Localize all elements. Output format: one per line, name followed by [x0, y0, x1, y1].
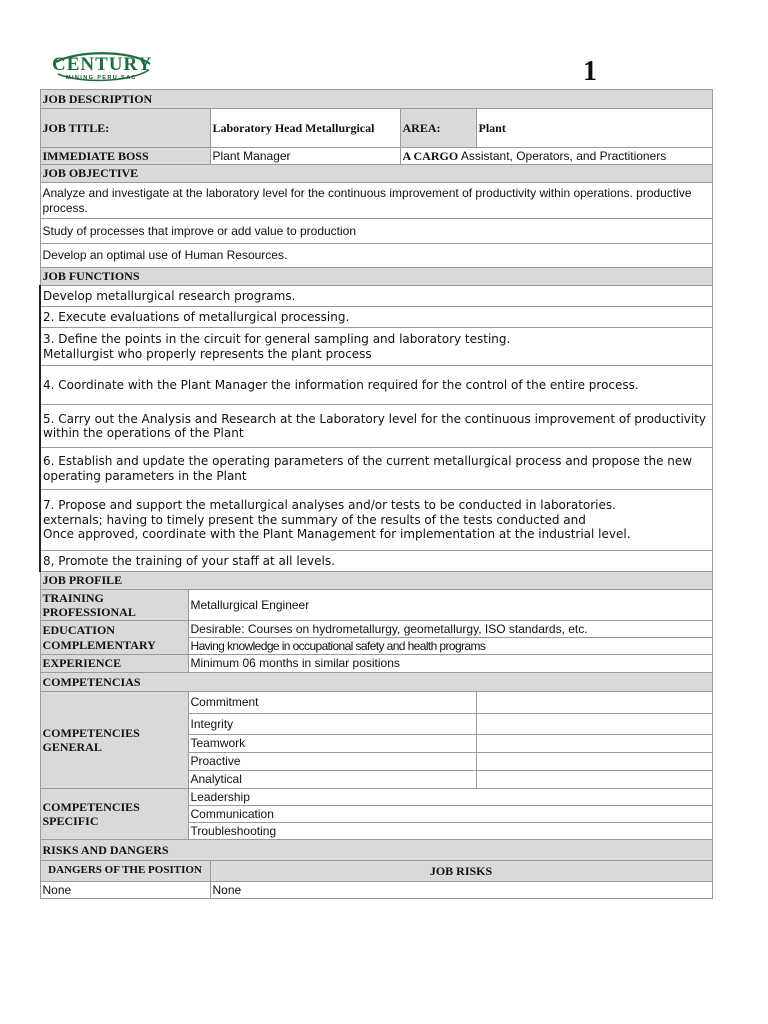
competency-empty-cell	[476, 771, 712, 789]
experience-label: EXPERIENCE	[40, 655, 188, 673]
education-value: Having knowledge in occupational safety and health programs	[188, 638, 712, 655]
risks-row	[40, 882, 712, 899]
section-job-functions: JOB FUNCTIONS	[40, 268, 712, 286]
dangers-value: None	[40, 882, 210, 899]
function-item: 7. Propose and support the metallurgical analyses and/or tests to be conducted in laboratories. externals; having to timely present the summary of the results of the tests conducted and Once approved, coordinate with the Plant Management for implementation at the industrial level.	[40, 490, 712, 551]
function-row	[40, 286, 712, 307]
function-row	[40, 366, 712, 405]
job-description-table	[39, 89, 713, 899]
function-row	[40, 328, 712, 366]
competencies-specific-label: COMPETENCIES SPECIFIC	[40, 789, 188, 840]
function-row	[40, 551, 712, 572]
area-label: AREA:	[400, 109, 476, 148]
section-job-profile: JOB PROFILE	[40, 572, 712, 590]
function-row	[40, 405, 712, 448]
function-item: 5. Carry out the Analysis and Research at the Laboratory level for the continuous improvement of productivity within the operations of the Plant	[40, 405, 712, 448]
education-label: EDUCATION COMPLEMENTARY	[40, 621, 188, 655]
function-row	[40, 307, 712, 328]
competency-empty-cell	[476, 692, 712, 714]
objective-item: Study of processes that improve or add value to production	[40, 219, 712, 244]
education-row	[40, 621, 712, 638]
competency-empty-cell	[476, 714, 712, 735]
section-row	[40, 90, 712, 109]
function-item: 6. Establish and update the operating parameters of the current metallurgical process and propose the new operating parameters in the Plant	[40, 448, 712, 490]
page-number: 1	[583, 56, 597, 87]
job-title-value: Laboratory Head Metallurgical	[210, 109, 400, 148]
competency-item: Troubleshooting	[188, 823, 712, 840]
section-job-description: JOB DESCRIPTION	[40, 90, 712, 109]
function-item: 2. Execute evaluations of metallurgical processing.	[40, 307, 712, 328]
competencies-general-label: COMPETENCIES GENERAL	[40, 692, 188, 789]
function-row	[40, 490, 712, 551]
function-item: 3. Define the points in the circuit for general sampling and laboratory testing. Metallurgist who properly represents the plant process	[40, 328, 712, 366]
boss-row	[40, 148, 712, 165]
section-row	[40, 673, 712, 692]
company-logo	[52, 50, 154, 84]
section-competencies: COMPETENCIAS	[40, 673, 712, 692]
training-value: Metallurgical Engineer	[188, 590, 712, 621]
training-label: TRAINING PROFESSIONAL	[40, 590, 188, 621]
risks-value: None	[210, 882, 712, 899]
immediate-boss-value: Plant Manager	[210, 148, 400, 165]
training-row	[40, 590, 712, 621]
cargo-value: Assistant, Operators, and Practitioners	[460, 148, 667, 163]
competency-empty-cell	[476, 735, 712, 753]
competency-item: Commitment	[188, 692, 476, 714]
function-item: Develop metallurgical research programs.	[40, 286, 712, 307]
cargo-cell	[400, 148, 712, 165]
competency-row	[40, 789, 712, 806]
function-item: 4. Coordinate with the Plant Manager the information required for the control of the entire process.	[40, 366, 712, 405]
competency-item: Teamwork	[188, 735, 476, 753]
function-item: 8, Promote the training of your staff at all levels.	[40, 551, 712, 572]
competency-item: Proactive	[188, 753, 476, 771]
experience-value: Minimum 06 months in similar positions	[188, 655, 712, 673]
risks-header-row	[40, 861, 712, 882]
competency-item: Integrity	[188, 714, 476, 735]
area-value: Plant	[476, 109, 712, 148]
objective-row	[40, 183, 712, 219]
immediate-boss-label: IMMEDIATE BOSS	[40, 148, 210, 165]
section-risks: RISKS AND DANGERS	[40, 840, 712, 861]
competency-item: Analytical	[188, 771, 476, 789]
logo-subtitle: MINING PERU SAC	[66, 75, 137, 81]
objective-item: Analyze and investigate at the laboratory level for the continuous improvement of productivity within operations. productive process.	[40, 183, 712, 219]
objective-item: Develop an optimal use of Human Resources.	[40, 244, 712, 268]
section-row	[40, 268, 712, 286]
cargo-label: A CARGO	[402, 148, 459, 163]
job-title-label: JOB TITLE:	[40, 109, 210, 148]
logo-wordmark: CENTURY	[52, 54, 153, 75]
competency-item: Communication	[188, 806, 712, 823]
section-row	[40, 572, 712, 590]
education-value: Desirable: Courses on hydrometallurgy, geometallurgy, ISO standards, etc.	[188, 621, 712, 638]
objective-row	[40, 244, 712, 268]
competency-empty-cell	[476, 753, 712, 771]
section-row	[40, 165, 712, 183]
function-row	[40, 448, 712, 490]
dangers-header: DANGERS OF THE POSITION	[40, 861, 210, 882]
experience-row	[40, 655, 712, 673]
competency-item: Leadership	[188, 789, 712, 806]
job-risks-header: JOB RISKS	[210, 861, 712, 882]
competency-row	[40, 692, 712, 714]
section-job-objective: JOB OBJECTIVE	[40, 165, 712, 183]
job-title-row	[40, 109, 712, 148]
objective-row	[40, 219, 712, 244]
section-row	[40, 840, 712, 861]
